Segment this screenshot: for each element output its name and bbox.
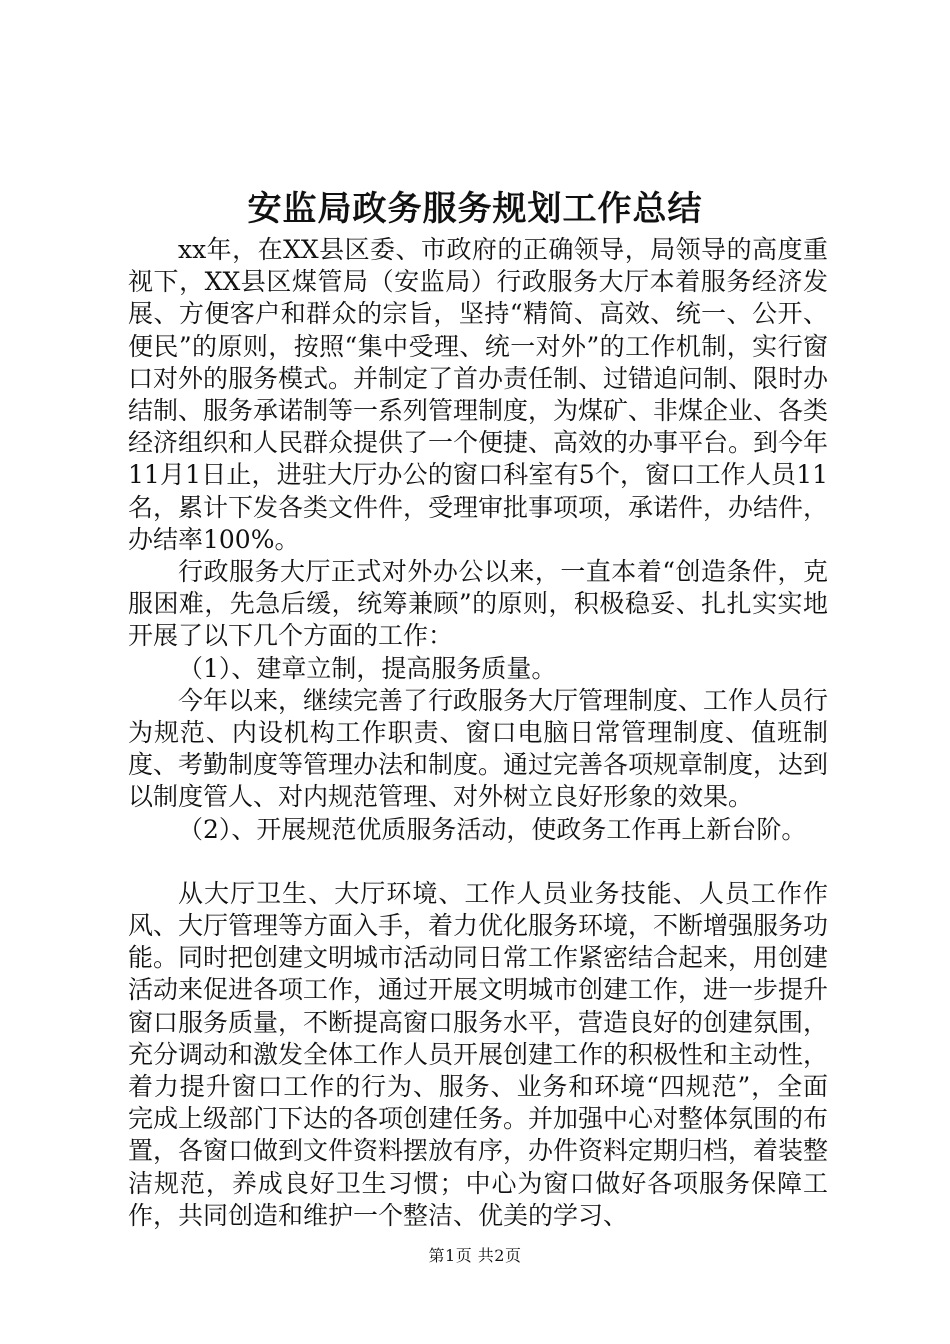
paragraph-intro: xx年，在XX县区委、市政府的正确领导，局领导的高度重视下，XX县区煤管局（安监局）行政服务大厅本着服务经济发展、方便客户和群众的宗旨，坚持“精简、高效、统一、公开、便民”的原则，按照“集中受理、统一对外”的工作机制，实行窗口对外的服务模式。并制定了首办责任制、过错追问制、限时办结制、服务承诺制等一系列管理制度，为煤矿、非煤企业、各类经济组织和人民群众提供了一个便捷、高效的办事平台。到今年11月1日止，进驻大厅办公的窗口科室有5个，窗口工作人员11名，累计下发各类文件件，受理审批事项项，承诺件，办结件，办结率100%。: [128, 235, 829, 554]
document-body: [128, 234, 828, 1232]
document-title: 安监局政务服务规划工作总结: [247, 189, 703, 229]
paragraph-service-environment: 从大厅卫生、大厅环境、工作人员业务技能、人员工作作风、大厅管理等方面入手，着力优化服务环境，不断增强服务功能。同时把创建文明城市活动同日常工作紧密结合起来，用创建活动来促进各项工作，通过开展文明城市创建工作，进一步提升窗口服务质量，不断提高窗口服务水平，营造良好的创建氛围，充分调动和激发全体工作人员开展创建工作的积极性和主动性，着力提升窗口工作的行为、服务、业务和环境“四规范”，全面完成上级部门下达的各项创建任务。并加强中心对整体氛围的布置，各窗口做到文件资料摆放有序，办件资料定期归档，着装整洁规范，养成良好卫生习惯；中心为窗口做好各项服务保障工作，共同创造和维护一个整洁、优美的学习、: [128, 878, 829, 1230]
page-number-footer: 第1页 共2页: [428, 1246, 522, 1265]
section-heading-2: （2）、开展规范优质服务活动，使政务工作再上新台阶。: [178, 814, 807, 844]
paragraph-regulations: 今年以来，继续完善了行政服务大厅管理制度、工作人员行为规范、内设机构工作职责、窗口电脑日常管理制度、值班制度、考勤制度等管理办法和制度。通过完善各项规章制度，达到以制度管人、对内规范管理、对外树立良好形象的效果。: [128, 685, 829, 812]
paragraph-work-overview: 行政服务大厅正式对外办公以来，一直本着“创造条件，克服困难，先急后缓，统筹兼顾”的原则，积极稳妥、扎扎实实地开展了以下几个方面的工作：: [128, 557, 828, 651]
paragraph-spacer: [128, 846, 828, 878]
section-heading-1: （1）、建章立制，提高服务质量。: [178, 653, 557, 683]
